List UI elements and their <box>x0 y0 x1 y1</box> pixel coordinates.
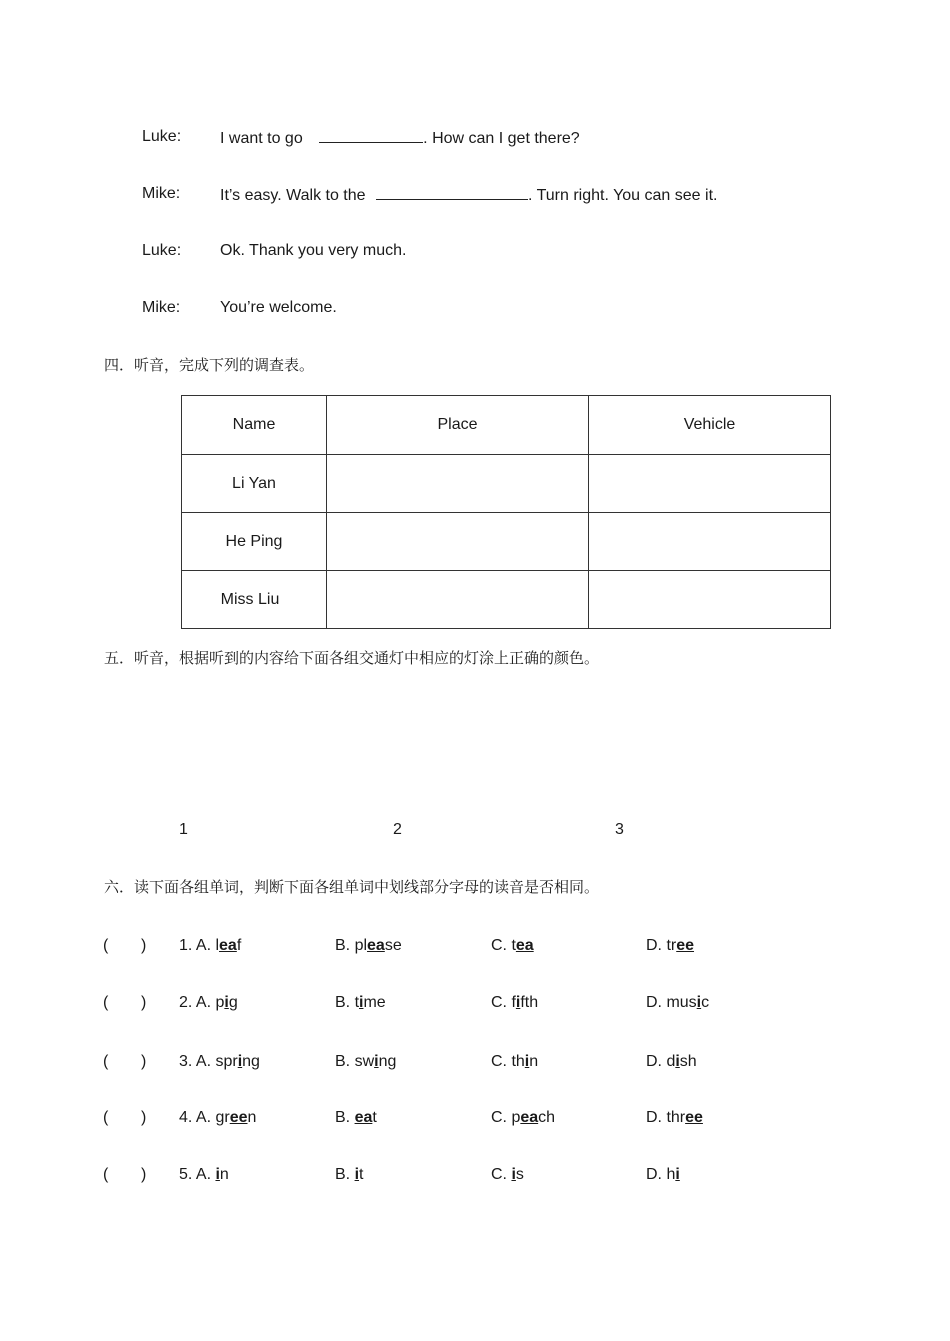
section-4-title: 四．听音，完成下列的调查表。 <box>104 356 315 374</box>
vehicle-cell[interactable] <box>589 513 831 571</box>
speaker: Luke: <box>142 242 182 259</box>
option-b: B. it <box>335 1166 364 1183</box>
option-a: 4. A. green <box>179 1109 257 1126</box>
line-text-after: . How can I get there? <box>423 130 580 147</box>
option-c: C. thin <box>491 1053 539 1070</box>
option-d: D. hi <box>646 1166 680 1183</box>
question-row <box>0 994 950 1016</box>
row-name: He Ping <box>182 513 327 571</box>
place-cell[interactable] <box>327 455 589 513</box>
dialogue-line <box>220 128 580 148</box>
line-text-after: . Turn right. You can see it. <box>528 187 718 204</box>
question-row <box>0 1053 950 1075</box>
answer-paren-close: ) <box>141 1166 147 1183</box>
option-a: 2. A. pig <box>179 994 238 1011</box>
answer-paren-close: ) <box>141 994 147 1011</box>
option-a: 5. A. in <box>179 1166 229 1183</box>
traffic-light-label-3: 3 <box>615 821 624 838</box>
traffic-light-label-2: 2 <box>393 821 402 838</box>
answer-paren-open[interactable]: ( <box>103 994 109 1011</box>
line-text: I want to go <box>220 130 303 147</box>
answer-paren-open[interactable]: ( <box>103 937 109 954</box>
question-row <box>0 1166 950 1188</box>
option-a: 3. A. spring <box>179 1053 260 1070</box>
answer-blank[interactable] <box>376 185 528 200</box>
place-cell[interactable] <box>327 513 589 571</box>
section-5-title: 五．听音，根据听到的内容给下面各组交通灯中相应的灯涂上正确的颜色。 <box>104 649 600 667</box>
section-6-title: 六．读下面各组单词，判断下面各组单词中划线部分字母的读音是否相同。 <box>104 878 600 896</box>
speaker: Luke: <box>142 128 182 145</box>
question-row <box>0 937 950 959</box>
vehicle-cell[interactable] <box>589 571 831 629</box>
option-c: C. is <box>491 1166 524 1183</box>
option-d: D. tree <box>646 937 695 954</box>
survey-table <box>181 395 831 629</box>
header-place: Place <box>327 396 589 455</box>
option-c: C. fifth <box>491 994 539 1011</box>
speaker: Mike: <box>142 299 181 316</box>
place-cell[interactable] <box>327 571 589 629</box>
header-name: Name <box>182 396 327 455</box>
row-name: Li Yan <box>182 455 327 513</box>
option-b: B. please <box>335 937 402 954</box>
dialogue-line <box>220 185 717 205</box>
answer-paren-close: ) <box>141 937 147 954</box>
option-d: D. three <box>646 1109 703 1126</box>
answer-paren-open[interactable]: ( <box>103 1053 109 1070</box>
option-b: B. swing <box>335 1053 397 1070</box>
question-row <box>0 1109 950 1131</box>
answer-paren-open[interactable]: ( <box>103 1109 109 1126</box>
option-d: D. music <box>646 994 710 1011</box>
header-vehicle: Vehicle <box>589 396 831 455</box>
option-c: C. tea <box>491 937 534 954</box>
speaker: Mike: <box>142 185 181 202</box>
answer-paren-open[interactable]: ( <box>103 1166 109 1183</box>
answer-blank[interactable] <box>319 128 423 143</box>
line-text: It’s easy. Walk to the <box>220 187 366 204</box>
row-name: Miss Liu <box>182 571 327 629</box>
answer-paren-close: ) <box>141 1053 147 1070</box>
answer-paren-close: ) <box>141 1109 147 1126</box>
option-c: C. peach <box>491 1109 556 1126</box>
option-a: 1. A. leaf <box>179 937 242 954</box>
option-b: B. eat <box>335 1109 377 1126</box>
traffic-light-label-1: 1 <box>179 821 188 838</box>
line-text: Ok. Thank you very much. <box>220 242 407 259</box>
vehicle-cell[interactable] <box>589 455 831 513</box>
option-d: D. dish <box>646 1053 697 1070</box>
option-b: B. time <box>335 994 386 1011</box>
line-text: You’re welcome. <box>220 299 337 316</box>
